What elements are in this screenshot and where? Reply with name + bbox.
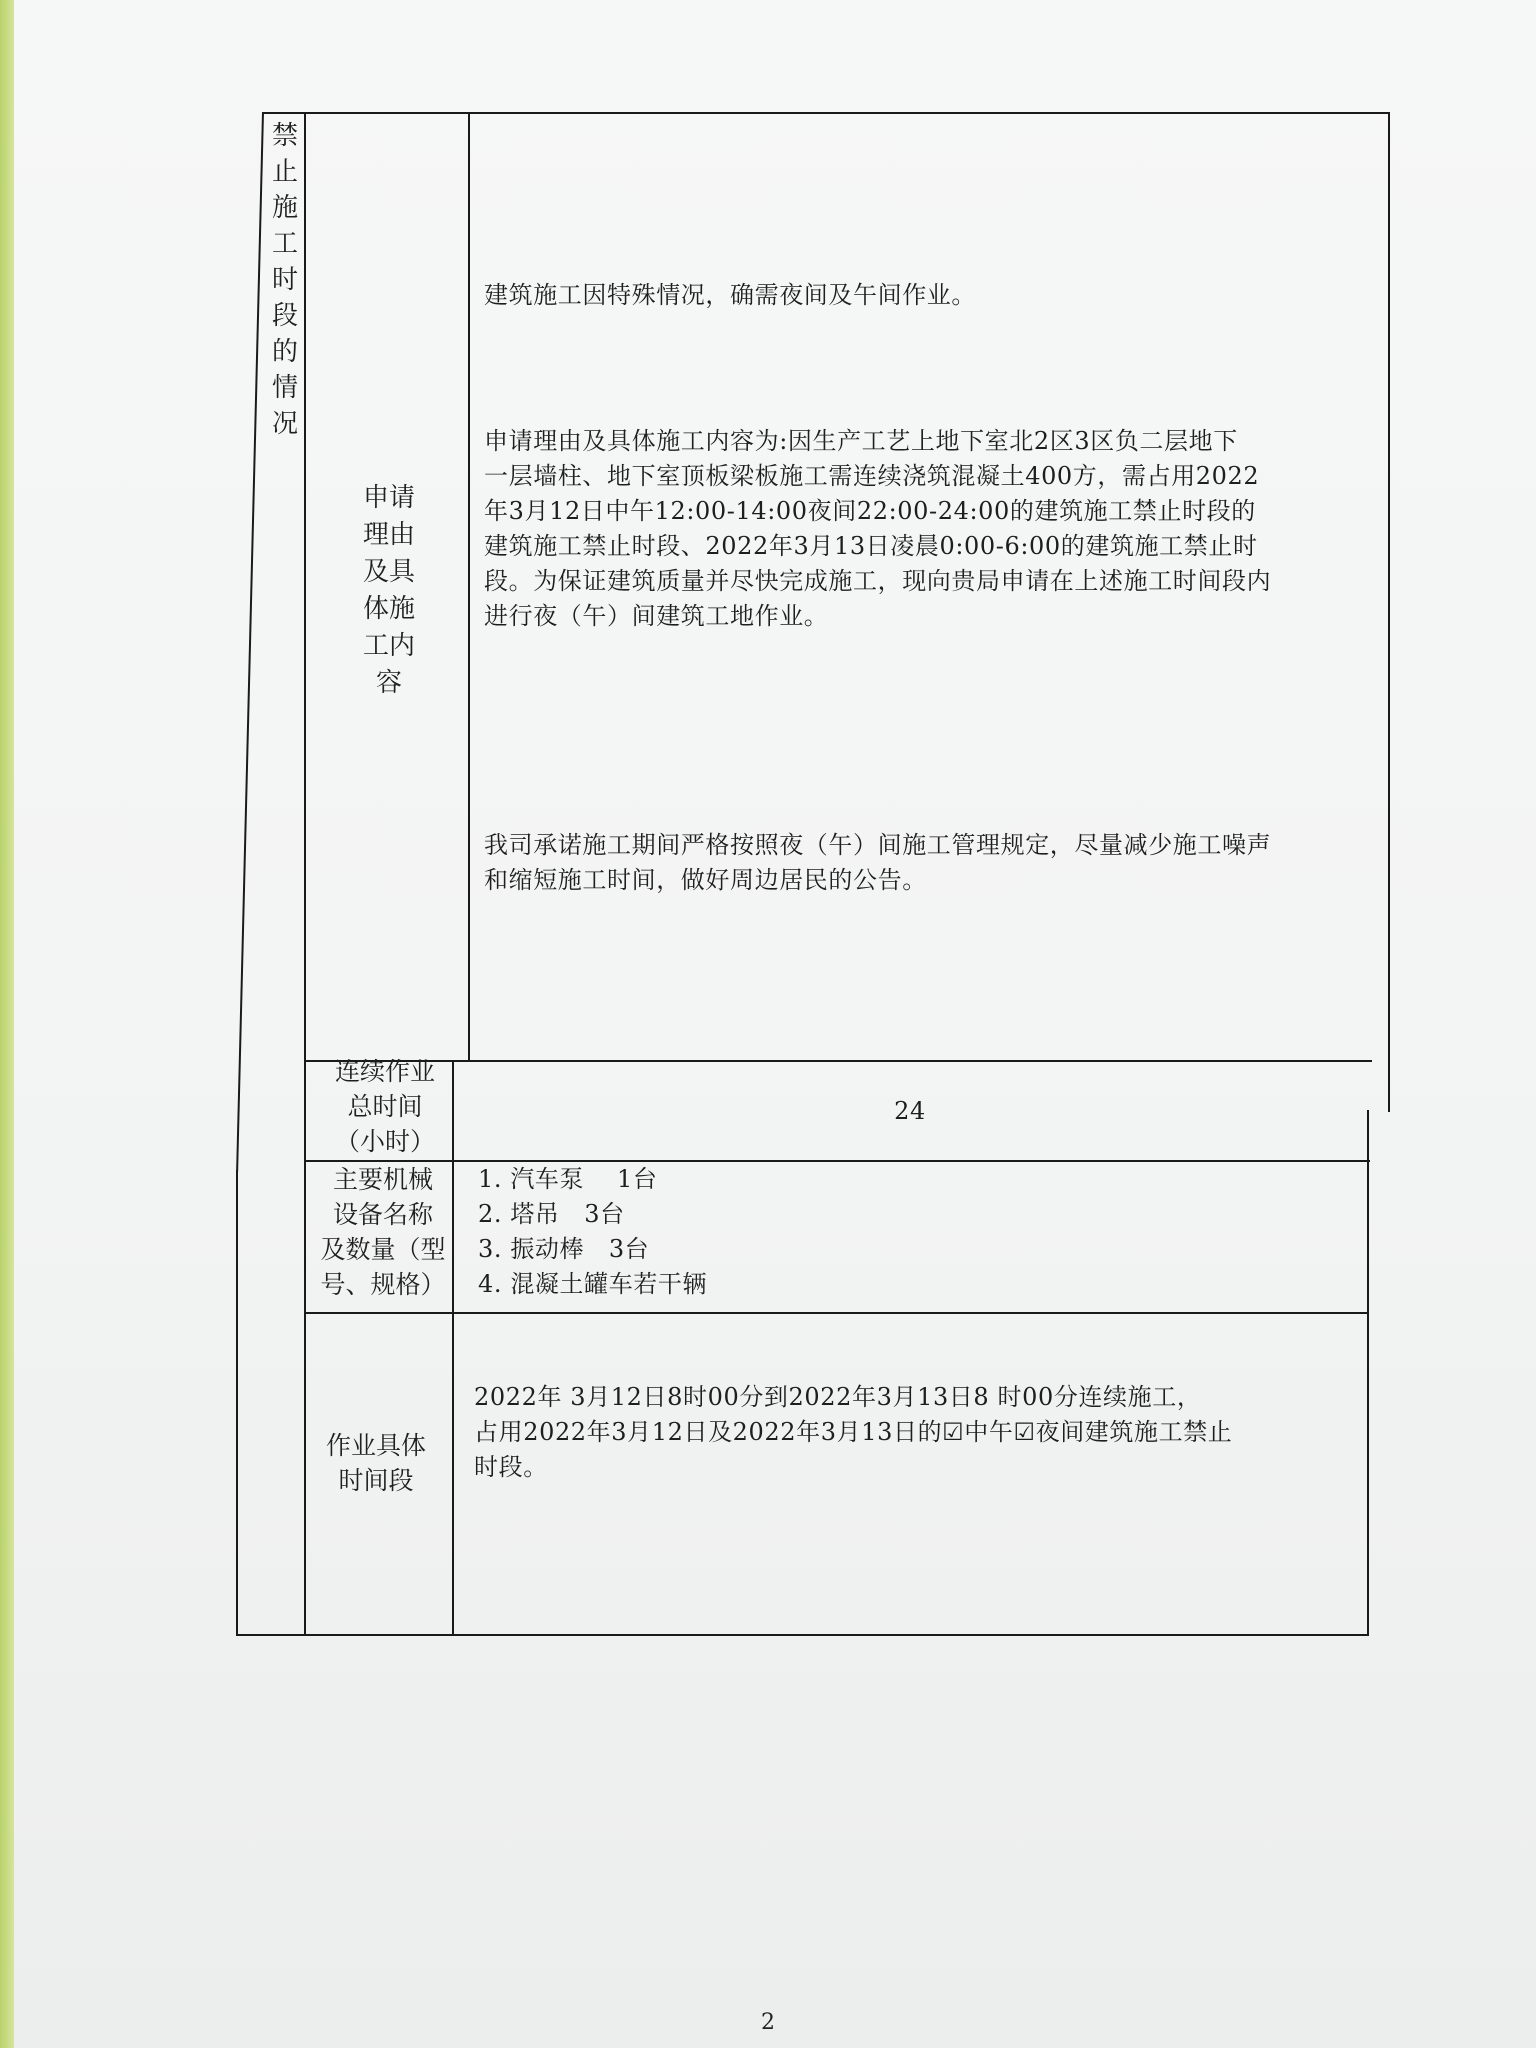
reason-label-line: 申请 <box>362 483 415 513</box>
reason-label-line: 理由 <box>362 520 415 550</box>
row-separator-3 <box>304 1312 1368 1314</box>
continuous-hours-label-line: 连续作业 <box>334 1057 435 1086</box>
equipment-item: 4. 混凝土罐车若干辆 <box>478 1270 708 1298</box>
equipment-item: 1. 汽车泵 1台 <box>478 1165 658 1193</box>
label-divider-upper <box>468 112 470 1062</box>
reason-detail-line: 建筑施工禁止时段、2022年3月13日凌晨0:00-6:00的建筑施工禁止时 <box>484 532 1258 560</box>
continuous-hours-label-line: 总时间 <box>347 1092 423 1121</box>
equipment-item: 2. 塔吊 3台 <box>478 1200 625 1228</box>
reason-detail-line: 段。为保证建筑质量并尽快完成施工，现向贵局申请在上述施工时间段内 <box>484 567 1272 595</box>
reason-detail-line: 申请理由及具体施工内容为:因生产工艺上地下室北2区3区负二层地下 <box>484 427 1238 455</box>
continuous-hours-label-line: （小时） <box>334 1127 435 1156</box>
reason-label-line: 及具 <box>362 557 415 587</box>
commitment-text <box>484 828 1374 898</box>
reason-intro: 建筑施工因特殊情况，确需夜间及午间作业。 <box>484 281 976 309</box>
section-divider <box>304 112 306 1636</box>
equipment-label-line: 及数量（型 <box>320 1235 446 1264</box>
equipment-item: 3. 振动棒 3台 <box>478 1235 650 1263</box>
continuous-hours-label <box>310 1054 460 1159</box>
equipment-label <box>308 1162 458 1302</box>
table-bottom-border <box>236 1634 1368 1636</box>
equipment-list <box>478 1162 1078 1302</box>
table-right-border-lower <box>1367 1110 1369 1636</box>
reason-detail-line: 进行夜（午）间建筑工地作业。 <box>484 602 829 630</box>
schedule-label <box>308 1428 444 1498</box>
row-separator-1 <box>304 1060 1372 1062</box>
reason-detail-line: 年3月12日中午12:00-14:00夜间22:00-24:00的建筑施工禁止时段的 <box>484 497 1256 525</box>
schedule-line: 2022年 3月12日8时00分到2022年3月13日8 时00分连续施工， <box>474 1383 1202 1411</box>
reason-label-line: 工内 <box>362 631 415 661</box>
schedule-line: 占用2022年3月12日及2022年3月13日的☑中午☑夜间建筑施工禁止 <box>474 1418 1233 1446</box>
equipment-label-line: 号、规格） <box>320 1270 446 1299</box>
section-label: 禁止施工时段的情况 <box>271 121 298 439</box>
reason-label-line: 体施 <box>362 594 415 624</box>
schedule-label-line: 时间段 <box>338 1466 414 1495</box>
continuous-hours-value: 24 <box>894 1097 926 1125</box>
schedule-label-line: 作业具体 <box>325 1431 426 1460</box>
table-left-border-lower <box>236 1170 238 1636</box>
table-right-border <box>1388 112 1390 1112</box>
page-number: 2 <box>761 2010 775 2035</box>
commitment-line: 和缩短施工时间，做好周边居民的公告。 <box>484 866 927 894</box>
paper-edge <box>0 0 14 2048</box>
commitment-line: 我司承诺施工期间严格按照夜（午）间施工管理规定，尽量减少施工噪声 <box>484 831 1272 859</box>
schedule-text <box>474 1380 1364 1485</box>
reason-label <box>354 480 424 702</box>
reason-detail-line: 一层墙柱、地下室顶板梁板施工需连续浇筑混凝土400方，需占用2022 <box>484 462 1260 490</box>
reason-label-line: 容 <box>375 668 402 698</box>
table-top-border <box>262 112 1390 114</box>
equipment-label-line: 主要机械 <box>332 1165 433 1194</box>
reason-detail <box>484 424 1374 634</box>
equipment-label-line: 设备名称 <box>332 1200 433 1229</box>
schedule-line: 时段。 <box>474 1453 548 1481</box>
